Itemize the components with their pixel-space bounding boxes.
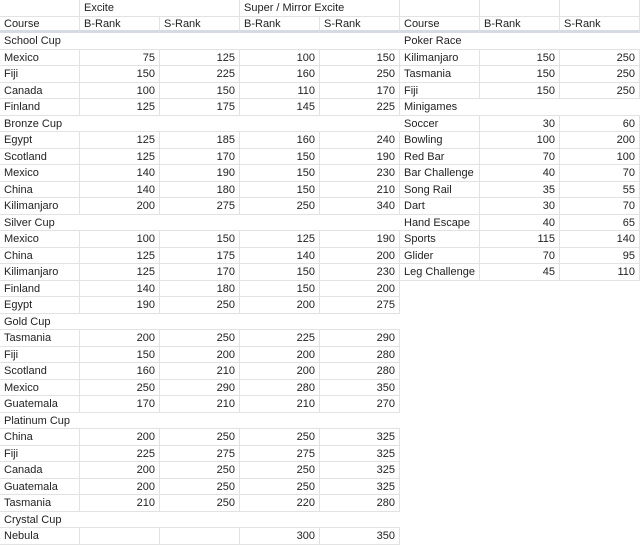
course-name-cell[interactable]: Kilimanjaro — [0, 264, 80, 281]
score-cell[interactable]: 100 — [80, 231, 160, 248]
header-super-b-rank[interactable]: B-Rank — [240, 17, 320, 34]
score-cell[interactable]: 140 — [560, 231, 640, 248]
score-cell[interactable]: 70 — [560, 165, 640, 182]
course-name-cell[interactable]: Hand Escape — [400, 215, 480, 232]
section-title[interactable]: Crystal Cup — [0, 512, 400, 529]
header-excite-s-rank[interactable]: S-Rank — [160, 17, 240, 34]
score-cell[interactable]: 40 — [480, 165, 560, 182]
score-cell[interactable]: 250 — [240, 479, 320, 496]
score-cell[interactable]: 200 — [80, 479, 160, 496]
score-cell[interactable]: 190 — [320, 149, 400, 166]
score-cell[interactable]: 55 — [560, 182, 640, 199]
score-cell[interactable]: 125 — [80, 264, 160, 281]
score-cell[interactable]: 200 — [240, 363, 320, 380]
score-cell[interactable]: 70 — [560, 198, 640, 215]
score-cell[interactable]: 280 — [320, 347, 400, 364]
score-cell[interactable]: 250 — [320, 66, 400, 83]
header-b-rank[interactable]: B-Rank — [480, 17, 560, 34]
section-title[interactable]: Bronze Cup — [0, 116, 400, 133]
header-blank-cell[interactable] — [560, 0, 640, 17]
score-cell[interactable]: 200 — [240, 347, 320, 364]
course-name-cell[interactable]: Tasmania — [0, 495, 80, 512]
score-cell[interactable]: 200 — [160, 347, 240, 364]
score-cell[interactable]: 95 — [560, 248, 640, 265]
score-cell[interactable]: 290 — [320, 330, 400, 347]
score-cell[interactable]: 225 — [320, 99, 400, 116]
score-cell[interactable]: 250 — [160, 429, 240, 446]
score-cell[interactable]: 350 — [320, 380, 400, 397]
header-group-super-mirror-excite[interactable]: Super / Mirror Excite — [240, 0, 400, 17]
score-cell[interactable]: 75 — [80, 50, 160, 67]
score-cell[interactable]: 280 — [320, 495, 400, 512]
score-cell[interactable]: 300 — [240, 528, 320, 545]
score-cell[interactable]: 170 — [160, 149, 240, 166]
score-cell[interactable]: 230 — [320, 165, 400, 182]
score-cell[interactable]: 200 — [80, 429, 160, 446]
score-cell[interactable]: 190 — [160, 165, 240, 182]
score-cell[interactable]: 210 — [80, 495, 160, 512]
score-cell[interactable]: 250 — [160, 330, 240, 347]
score-cell[interactable]: 65 — [560, 215, 640, 232]
score-cell[interactable]: 190 — [320, 231, 400, 248]
score-cell[interactable]: 140 — [80, 281, 160, 298]
course-name-cell[interactable]: Soccer — [400, 116, 480, 133]
score-cell[interactable]: 175 — [160, 248, 240, 265]
score-cell[interactable]: 250 — [560, 66, 640, 83]
score-cell[interactable]: 150 — [240, 149, 320, 166]
score-cell[interactable]: 125 — [160, 50, 240, 67]
score-cell[interactable]: 270 — [320, 396, 400, 413]
course-name-cell[interactable]: Fiji — [400, 83, 480, 100]
score-cell[interactable]: 325 — [320, 446, 400, 463]
score-cell[interactable]: 250 — [160, 462, 240, 479]
course-name-cell[interactable]: Egypt — [0, 132, 80, 149]
score-cell[interactable]: 125 — [240, 231, 320, 248]
course-name-cell[interactable]: Mexico — [0, 165, 80, 182]
course-name-cell[interactable]: Mexico — [0, 231, 80, 248]
score-cell[interactable]: 220 — [240, 495, 320, 512]
score-cell[interactable]: 340 — [320, 198, 400, 215]
score-cell[interactable] — [80, 528, 160, 545]
course-name-cell[interactable]: Kilimanjaro — [0, 198, 80, 215]
score-cell[interactable]: 190 — [80, 297, 160, 314]
score-cell[interactable]: 250 — [80, 380, 160, 397]
score-cell[interactable]: 35 — [480, 182, 560, 199]
score-cell[interactable]: 275 — [160, 446, 240, 463]
score-cell[interactable]: 125 — [80, 248, 160, 265]
score-cell[interactable]: 200 — [240, 297, 320, 314]
course-name-cell[interactable]: Finland — [0, 99, 80, 116]
course-name-cell[interactable]: Tasmania — [400, 66, 480, 83]
score-cell[interactable]: 150 — [160, 83, 240, 100]
course-name-cell[interactable]: Guatemala — [0, 396, 80, 413]
score-cell[interactable]: 145 — [240, 99, 320, 116]
course-name-cell[interactable]: Scotland — [0, 363, 80, 380]
score-cell[interactable]: 70 — [480, 149, 560, 166]
score-cell[interactable]: 350 — [320, 528, 400, 545]
score-cell[interactable]: 200 — [320, 281, 400, 298]
score-cell[interactable]: 160 — [80, 363, 160, 380]
course-name-cell[interactable]: Red Bar — [400, 149, 480, 166]
course-name-cell[interactable]: Tasmania — [0, 330, 80, 347]
score-cell[interactable]: 210 — [240, 396, 320, 413]
score-cell[interactable]: 250 — [160, 479, 240, 496]
score-cell[interactable]: 275 — [320, 297, 400, 314]
course-name-cell[interactable]: Guatemala — [0, 479, 80, 496]
score-cell[interactable]: 225 — [160, 66, 240, 83]
course-name-cell[interactable]: Scotland — [0, 149, 80, 166]
score-cell[interactable]: 100 — [240, 50, 320, 67]
header-blank-cell[interactable] — [0, 0, 80, 17]
course-name-cell[interactable]: Mexico — [0, 380, 80, 397]
section-title[interactable]: Poker Race — [400, 33, 640, 50]
course-name-cell[interactable]: Leg Challenge — [400, 264, 480, 281]
score-cell[interactable]: 175 — [160, 99, 240, 116]
score-cell[interactable]: 200 — [320, 248, 400, 265]
score-cell[interactable]: 160 — [240, 66, 320, 83]
course-name-cell[interactable]: Mexico — [0, 50, 80, 67]
section-title[interactable]: Silver Cup — [0, 215, 400, 232]
score-cell[interactable] — [160, 528, 240, 545]
header-group-excite[interactable]: Excite — [80, 0, 240, 17]
score-cell[interactable]: 125 — [80, 99, 160, 116]
course-name-cell[interactable]: Fiji — [0, 446, 80, 463]
score-cell[interactable]: 225 — [240, 330, 320, 347]
score-cell[interactable]: 140 — [80, 182, 160, 199]
score-cell[interactable]: 30 — [480, 198, 560, 215]
score-cell[interactable]: 250 — [560, 50, 640, 67]
course-name-cell[interactable]: Fiji — [0, 66, 80, 83]
score-cell[interactable]: 150 — [80, 66, 160, 83]
score-cell[interactable]: 150 — [80, 347, 160, 364]
course-name-cell[interactable]: China — [0, 182, 80, 199]
score-cell[interactable]: 150 — [240, 264, 320, 281]
score-cell[interactable]: 30 — [480, 116, 560, 133]
score-cell[interactable]: 110 — [240, 83, 320, 100]
score-cell[interactable]: 150 — [240, 182, 320, 199]
score-cell[interactable]: 200 — [80, 198, 160, 215]
score-cell[interactable]: 100 — [80, 83, 160, 100]
score-cell[interactable]: 150 — [480, 83, 560, 100]
course-name-cell[interactable]: Song Rail — [400, 182, 480, 199]
score-cell[interactable]: 275 — [160, 198, 240, 215]
section-title[interactable]: Platinum Cup — [0, 413, 400, 430]
header-course[interactable]: Course — [400, 17, 480, 34]
score-cell[interactable]: 325 — [320, 479, 400, 496]
score-cell[interactable]: 250 — [160, 495, 240, 512]
section-title[interactable]: School Cup — [0, 33, 400, 50]
score-cell[interactable]: 250 — [240, 429, 320, 446]
score-cell[interactable]: 150 — [240, 281, 320, 298]
score-cell[interactable]: 325 — [320, 462, 400, 479]
course-name-cell[interactable]: Canada — [0, 462, 80, 479]
header-blank-cell[interactable] — [400, 0, 480, 17]
score-cell[interactable]: 170 — [320, 83, 400, 100]
score-cell[interactable]: 125 — [80, 149, 160, 166]
score-cell[interactable]: 275 — [240, 446, 320, 463]
course-name-cell[interactable]: China — [0, 429, 80, 446]
score-cell[interactable]: 185 — [160, 132, 240, 149]
score-cell[interactable]: 150 — [240, 165, 320, 182]
score-cell[interactable]: 40 — [480, 215, 560, 232]
course-name-cell[interactable]: Egypt — [0, 297, 80, 314]
course-name-cell[interactable]: Sports — [400, 231, 480, 248]
score-cell[interactable]: 150 — [480, 66, 560, 83]
score-cell[interactable]: 140 — [80, 165, 160, 182]
header-blank-cell[interactable] — [480, 0, 560, 17]
score-cell[interactable]: 210 — [320, 182, 400, 199]
header-excite-b-rank[interactable]: B-Rank — [80, 17, 160, 34]
score-cell[interactable]: 200 — [80, 330, 160, 347]
score-cell[interactable]: 280 — [320, 363, 400, 380]
header-course[interactable]: Course — [0, 17, 80, 34]
score-cell[interactable]: 250 — [560, 83, 640, 100]
score-cell[interactable]: 170 — [80, 396, 160, 413]
course-name-cell[interactable]: Dart — [400, 198, 480, 215]
section-title[interactable]: Gold Cup — [0, 314, 400, 331]
score-cell[interactable]: 60 — [560, 116, 640, 133]
score-cell[interactable]: 180 — [160, 182, 240, 199]
score-cell[interactable]: 250 — [160, 297, 240, 314]
course-name-cell[interactable]: Finland — [0, 281, 80, 298]
score-cell[interactable]: 250 — [240, 198, 320, 215]
header-super-s-rank[interactable]: S-Rank — [320, 17, 400, 34]
score-cell[interactable]: 160 — [240, 132, 320, 149]
course-name-cell[interactable]: Fiji — [0, 347, 80, 364]
score-cell[interactable]: 45 — [480, 264, 560, 281]
score-cell[interactable]: 140 — [240, 248, 320, 265]
score-cell[interactable]: 180 — [160, 281, 240, 298]
course-name-cell[interactable]: Glider — [400, 248, 480, 265]
score-cell[interactable]: 200 — [80, 462, 160, 479]
score-cell[interactable]: 70 — [480, 248, 560, 265]
score-cell[interactable]: 325 — [320, 429, 400, 446]
course-name-cell[interactable]: Bowling — [400, 132, 480, 149]
score-cell[interactable]: 100 — [560, 149, 640, 166]
score-cell[interactable]: 150 — [160, 231, 240, 248]
score-cell[interactable]: 290 — [160, 380, 240, 397]
score-cell[interactable]: 115 — [480, 231, 560, 248]
score-cell[interactable]: 230 — [320, 264, 400, 281]
score-cell[interactable]: 240 — [320, 132, 400, 149]
course-name-cell[interactable]: Nebula — [0, 528, 80, 545]
course-name-cell[interactable]: Canada — [0, 83, 80, 100]
course-name-cell[interactable]: Kilimanjaro — [400, 50, 480, 67]
section-title[interactable]: Minigames — [400, 99, 640, 116]
score-cell[interactable]: 225 — [80, 446, 160, 463]
event-score-table — [400, 0, 640, 281]
score-cell[interactable]: 280 — [240, 380, 320, 397]
score-cell[interactable]: 110 — [560, 264, 640, 281]
score-cell[interactable]: 200 — [560, 132, 640, 149]
score-cell[interactable]: 170 — [160, 264, 240, 281]
score-cell[interactable]: 210 — [160, 363, 240, 380]
score-cell[interactable]: 125 — [80, 132, 160, 149]
score-cell[interactable]: 100 — [480, 132, 560, 149]
course-name-cell[interactable]: China — [0, 248, 80, 265]
score-cell[interactable]: 150 — [480, 50, 560, 67]
score-cell[interactable]: 210 — [160, 396, 240, 413]
score-cell[interactable]: 250 — [240, 462, 320, 479]
course-name-cell[interactable]: Bar Challenge — [400, 165, 480, 182]
score-cell[interactable]: 150 — [320, 50, 400, 67]
header-s-rank[interactable]: S-Rank — [560, 17, 640, 34]
